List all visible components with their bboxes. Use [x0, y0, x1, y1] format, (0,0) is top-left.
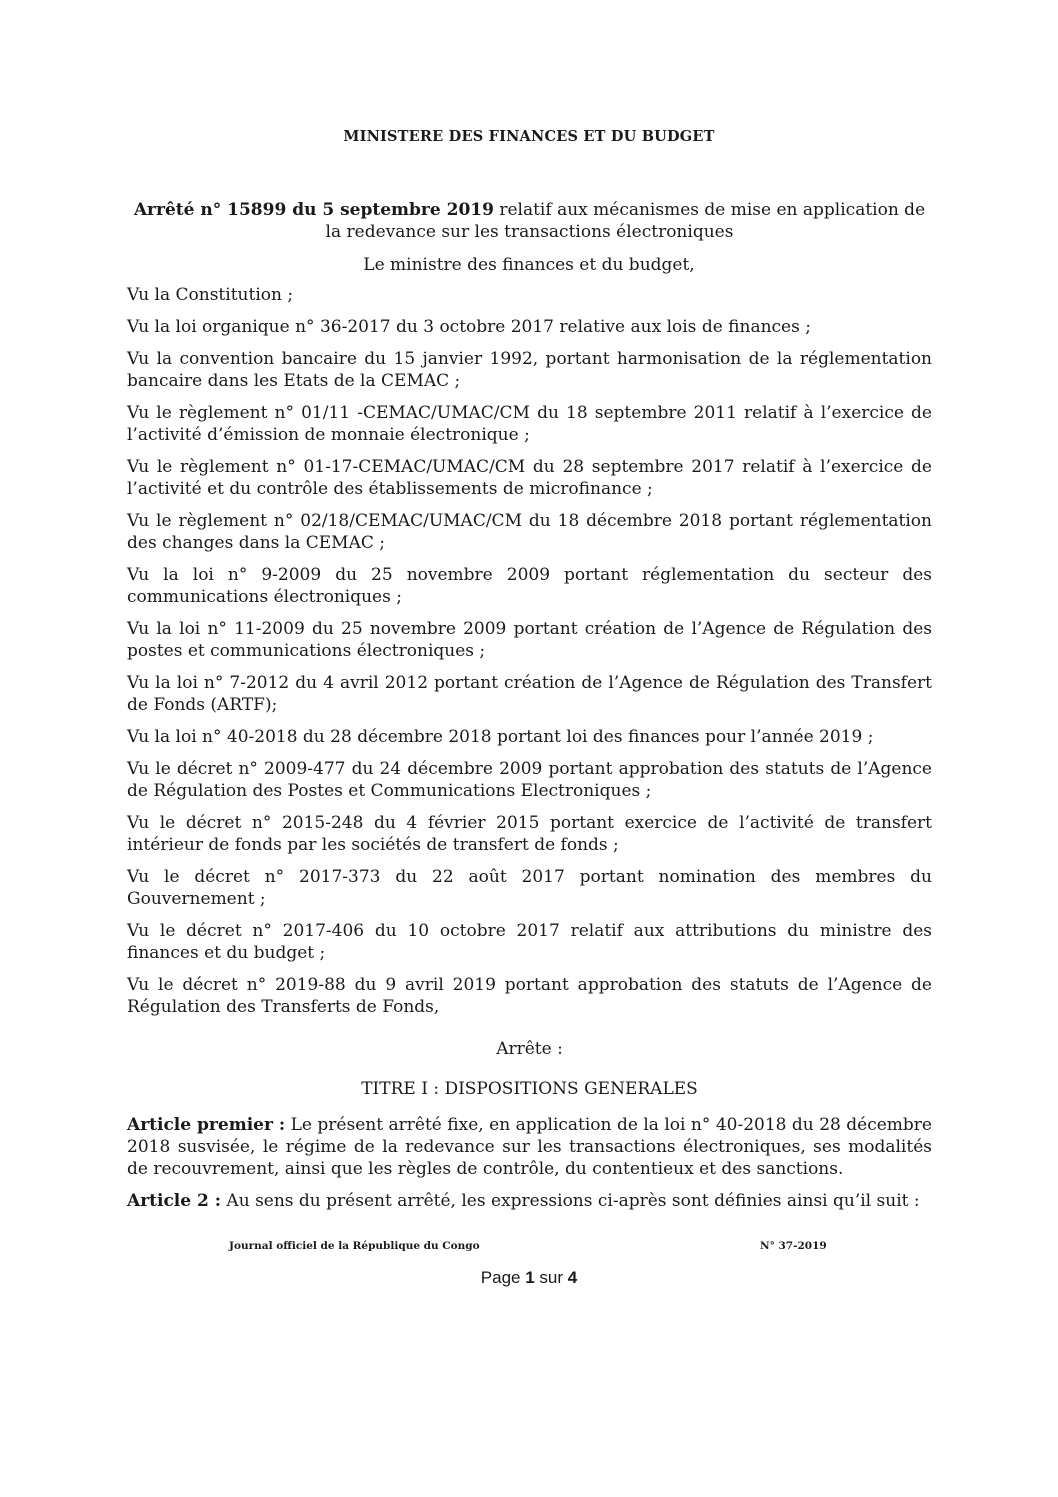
visa-paragraph: Vu la loi organique n° 36-2017 du 3 octobre 2017 relative aux lois de finances ; — [127, 317, 811, 337]
document-body — [127, 284, 932, 1222]
visa-paragraph: Vu le règlement n° 01/11 -CEMAC/UMAC/CM du 18 septembre 2011 relatif à l’exercice de l’activité d’émission de monnaie électronique ; — [127, 403, 932, 445]
page-current: 1 — [525, 1268, 535, 1287]
article-text: Au sens du présent arrêté, les expressions ci-après sont définies ainsi qu’il suit : — [221, 1191, 920, 1211]
page-number — [0, 1268, 1058, 1288]
article-label: Article premier : — [127, 1115, 286, 1135]
visa-paragraph: Vu la loi n° 9-2009 du 25 novembre 2009 portant réglementation du secteur des communications électroniques ; — [127, 565, 932, 607]
visa-paragraph: Vu le décret n° 2019-88 du 9 avril 2019 portant approbation des statuts de l’Agence de Régulation des Transferts de Fonds, — [127, 975, 932, 1017]
decree-title — [127, 199, 932, 243]
visa-paragraph: Vu la loi n° 40-2018 du 28 décembre 2018 portant loi des finances pour l’année 2019 ; — [127, 727, 874, 747]
visa-paragraph: Vu la convention bancaire du 15 janvier 1992, portant harmonisation de la réglementation bancaire dans les Etats de la CEMAC ; — [127, 349, 932, 391]
page-separator: sur — [534, 1268, 568, 1287]
visa-paragraph: Vu le décret n° 2009-477 du 24 décembre 2009 portant approbation des statuts de l’Agence de Régulation des Postes et Communications Electroniques ; — [127, 759, 932, 801]
visa-paragraph: Vu le décret n° 2015-248 du 4 février 2015 portant exercice de l’activité de transfert intérieur de fonds par les sociétés de transfert de fonds ; — [127, 813, 932, 855]
visa-paragraph: Vu la loi n° 7-2012 du 4 avril 2012 portant création de l’Agence de Régulation des Transfert de Fonds (ARTF); — [127, 673, 932, 715]
visa-paragraph: Vu la Constitution ; — [127, 285, 294, 305]
visa-paragraph: Vu le règlement n° 01-17-CEMAC/UMAC/CM du 28 septembre 2017 relatif à l’exercice de l’activité et du contrôle des établissements de microfinance ; — [127, 457, 932, 499]
page-total: 4 — [567, 1268, 578, 1287]
article-paragraph — [127, 1114, 932, 1180]
decree-title-rest: relatif aux mécanismes de mise en application de la redevance sur les transactions électroniques — [325, 200, 926, 242]
minister-line: Le ministre des finances et du budget, — [363, 255, 695, 275]
article-text: Le présent arrêté fixe, en application de la loi n° 40-2018 du 28 décembre 2018 susvisée, le régime de la redevance sur les transactions électroniques, ses modalités de recouvrement, ainsi que les règles de contrôle, du contentieux et des sanctions. — [127, 1115, 932, 1179]
ministry-heading: MINISTERE DES FINANCES ET DU BUDGET — [343, 128, 715, 145]
visa-paragraph: Vu le décret n° 2017-406 du 10 octobre 2017 relatif aux attributions du ministre des finances et du budget ; — [127, 921, 932, 963]
arrete-label: Arrête : — [496, 1039, 563, 1059]
footer-issue-number: N° 37-2019 — [760, 1240, 827, 1252]
visa-paragraph: Vu le décret n° 2017-373 du 22 août 2017 portant nomination des membres du Gouvernement ; — [127, 867, 932, 909]
article-paragraph — [127, 1190, 932, 1212]
decree-title-bold: Arrêté n° 15899 du 5 septembre 2019 — [133, 200, 494, 220]
page-prefix: Page — [480, 1268, 526, 1287]
titre-heading: TITRE I : DISPOSITIONS GENERALES — [361, 1079, 698, 1099]
article-label: Article 2 : — [127, 1191, 222, 1211]
visa-paragraph: Vu le règlement n° 02/18/CEMAC/UMAC/CM du 18 décembre 2018 portant réglementation des changes dans la CEMAC ; — [127, 511, 932, 553]
footer-journal-title: Journal officiel de la République du Congo — [229, 1240, 480, 1252]
visa-paragraph: Vu la loi n° 11-2009 du 25 novembre 2009 portant création de l’Agence de Régulation des postes et communications électroniques ; — [127, 619, 932, 661]
